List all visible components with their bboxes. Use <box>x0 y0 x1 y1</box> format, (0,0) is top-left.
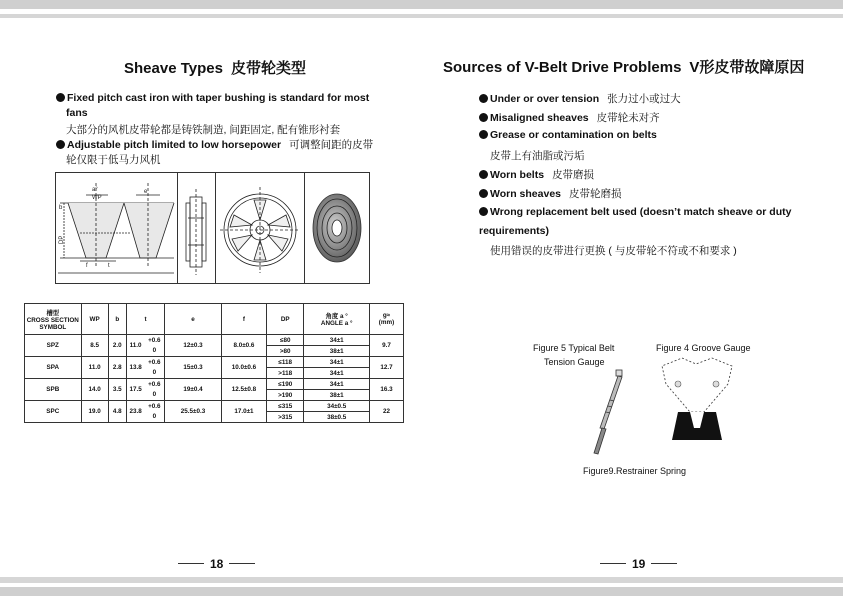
table-header-row <box>25 304 404 335</box>
problem-item-cont: requirements) <box>479 225 550 237</box>
problem-item: Worn belts 皮带磨损 <box>479 167 594 182</box>
table-row: 0 >190 38±1 <box>25 390 404 401</box>
tension-gauge-image <box>580 368 640 460</box>
page-rule <box>229 563 255 564</box>
bullet-dot-icon <box>56 93 65 102</box>
header-t: t <box>126 304 164 335</box>
top-band-thin <box>0 14 843 18</box>
problem-item: Wrong replacement belt used (doesn’t match sheave or duty <box>479 206 791 218</box>
table-row: SPZ 8.5 2.0 11.0 +0.6 12±0.3 8.0±0.6 ≤80 34±1 9.7 <box>25 335 404 346</box>
label-b: b <box>59 205 63 211</box>
bullet-dot-icon <box>479 113 488 122</box>
label-dp: DP <box>59 235 65 244</box>
sheave-side-view <box>177 172 216 284</box>
groove-gauge-image <box>656 354 738 440</box>
title-cn: V形皮带故障原因 <box>689 59 805 76</box>
bullet-adjustable-pitch: Adjustable pitch limited to low horsepower 可调整间距的皮带 <box>56 137 373 152</box>
bullet-dot-icon <box>56 140 65 149</box>
bullet-fixed-pitch: Fixed pitch cast iron with taper bushing is standard for most <box>56 92 369 104</box>
table-row: SPB 14.0 3.5 17.5 +0.6 19±0.4 12.5±0.8 ≤190 34±1 16.3 <box>25 379 404 390</box>
top-band <box>0 0 843 9</box>
problem-item-cn: 使用错误的皮带进行更换 ( 与皮带轮不符或不和要求 ) <box>490 245 737 257</box>
sheave-front-view <box>215 172 305 284</box>
table-row: 0 >315 38±0.5 <box>25 412 404 423</box>
fig4-caption: Figure 4 Groove Gauge <box>656 343 751 353</box>
label-e: e <box>144 189 148 195</box>
groove-profile-diagram <box>55 172 178 284</box>
problem-item-cn: 皮带上有油脂或污垢 <box>490 150 585 162</box>
label-a: a° <box>92 187 98 193</box>
bullet-fixed-pitch-cn: 大部分的风机皮带轮都是铸铁制造, 间距固定, 配有锥形衬套 <box>66 124 341 136</box>
bullet-dot-icon <box>479 170 488 179</box>
problem-item: Misaligned sheaves 皮带轮未对齐 <box>479 110 660 125</box>
table-row: 0 >80 38±1 <box>25 346 404 357</box>
table-row: SPC 19.0 4.8 23.8 +0.6 25.5±0.3 17.0±1 ≤315 34±0.5 22 <box>25 401 404 412</box>
left-page-number: 18 <box>172 557 261 571</box>
title-cn: 皮带轮类型 <box>230 60 306 77</box>
header-wp: WP <box>81 304 108 335</box>
header-f: f <box>221 304 266 335</box>
bullet-dot-icon <box>479 94 488 103</box>
header-g: g≈ (mm) <box>370 304 404 335</box>
right-page-number: 19 <box>594 557 683 571</box>
fig5-caption: Figure 5 Typical Belt <box>533 343 615 353</box>
table-row: 0 >118 34±1 <box>25 368 404 379</box>
header-angle: 角度 a ° ANGLE a ° <box>304 304 370 335</box>
right-page-title <box>443 56 804 77</box>
bullet-dot-icon <box>479 207 488 216</box>
label-wp: WP <box>92 195 102 201</box>
table-row: SPA 11.0 2.8 13.8 +0.6 15±0.3 10.0±0.6 ≤118 34±1 12.7 <box>25 357 404 368</box>
page-rule <box>600 563 626 564</box>
header-b: b <box>108 304 126 335</box>
header-dp: DP <box>267 304 304 335</box>
title-en: Sheave Types <box>124 60 223 77</box>
bottom-band <box>0 587 843 596</box>
page-rule <box>651 563 677 564</box>
title-en: Sources of V-Belt Drive Problems <box>443 59 682 76</box>
bullet-fixed-pitch-cont: fans <box>66 107 88 119</box>
bullet-dot-icon <box>479 189 488 198</box>
fig5-caption-2: Tension Gauge <box>544 357 605 367</box>
header-e: e <box>165 304 222 335</box>
problem-item: Grease or contamination on belts <box>479 129 657 141</box>
groove-dimensions-table <box>24 303 404 423</box>
bullet-adjustable-pitch-cn: 轮仅限于低马力风机 <box>66 154 161 166</box>
bottom-band-thin <box>0 577 843 583</box>
problem-item: Worn sheaves 皮带轮磨损 <box>479 186 622 201</box>
bullet-dot-icon <box>479 130 488 139</box>
page-rule <box>178 563 204 564</box>
sheave-photo <box>304 172 370 284</box>
left-page-title <box>124 57 306 78</box>
label-f: f <box>86 263 88 269</box>
header-cross-section: 槽型 CROSS SECTION SYMBOL <box>25 304 82 335</box>
label-t: t <box>108 263 110 269</box>
fig9-caption: Figure9.Restrainer Spring <box>583 466 687 476</box>
problem-item: Under or over tension 张力过小或过大 <box>479 91 681 106</box>
